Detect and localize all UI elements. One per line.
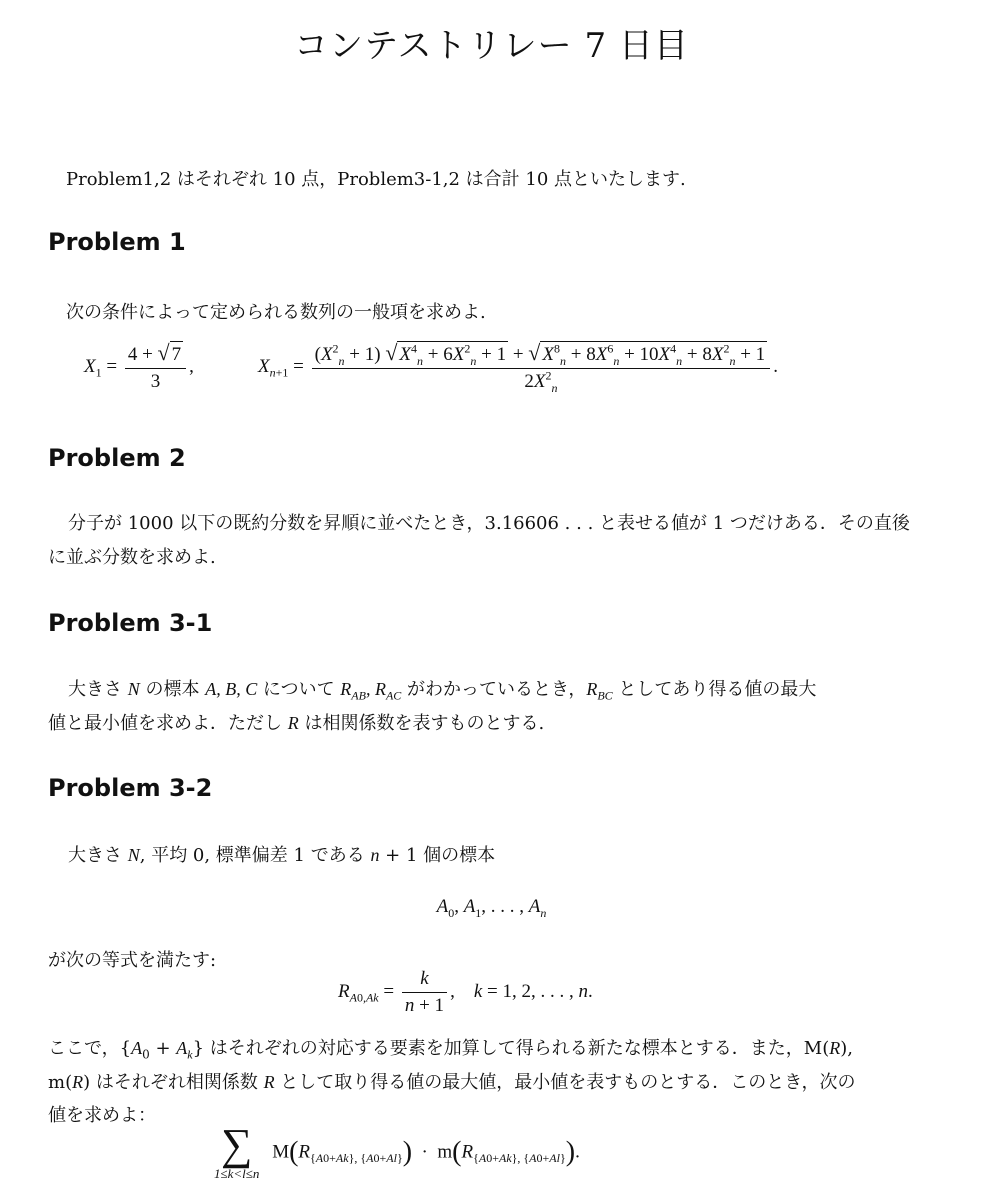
problem-1-recurrence: $X_{n+1}$ = $\frac{(X^2_n + 1) √ X^4_n + 6X^2_n + 1 + √ X^8_n + 8X^6_n + 10X^4_n + 8X^2_n + 1}{2X^2_n}$ . — [258, 340, 778, 395]
samples-equation: $A_0$, $A_1$, . . . , $A_n$ — [436, 896, 547, 920]
sum-expression: ∑ 1≤k<l≤n $M(R_{\{A0+Ak\}, \{A0+Al\}}) \cdot m(R_{\{A0+Ak\}, \{A0+Al\}})$. — [214, 1120, 580, 1181]
problem-1-heading: Problem 1 — [48, 228, 186, 256]
problem-3-2-para-line-1: ここで，$\{A_0 + A_k\}$ はそれぞれの対応する要素を加算して得られる新たな標本とする．また，M(R), — [48, 1038, 853, 1062]
problem-3-2-para-line-3: 値を求めよ： — [48, 1105, 156, 1126]
problem-3-1-heading: Problem 3-1 — [48, 609, 213, 637]
problem-3-2-line-1: 大きさ N, 平均 0, 標準偏差 1 である n + 1 個の標本 — [68, 845, 496, 866]
intro-text: Problem1,2 はそれぞれ 10 点，Problem3-1,2 は合計 10 点といたします. — [66, 169, 686, 190]
problem-1-statement: 次の条件によって定められる数列の一般項を求めよ. — [66, 302, 486, 323]
correlation-equation: $R_{A0,Ak}$ = $\frac{k}{n + 1}$ , k = 1, 2, . . . , n. — [338, 968, 593, 1016]
problem-3-1-line-1: 大きさ N の標本 A, B, C について $R_{AB}$, $R_{AC}$ がわかっているとき，$R_{BC}$ としてあり得る値の最大 — [68, 679, 817, 703]
problem-3-2-para-line-2: m(R) はそれぞれ相関係数 R として取り得る値の最大値，最小値を表すものとする．このとき，次の — [48, 1072, 856, 1093]
problem-2-line-1: 分子が 1000 以下の既約分数を昇順に並べたとき，3.16606 . . . と表せる値が 1 つだけある．その直後 — [68, 513, 910, 534]
problem-1-equation: $X_1$ = $\frac{4 + √ 7}{3}$ , — [84, 340, 194, 392]
problem-3-2-heading: Problem 3-2 — [48, 774, 213, 802]
problem-3-2-satisfies: が次の等式を満たす: — [48, 950, 217, 971]
problem-2-line-2: に並ぶ分数を求めよ. — [48, 547, 216, 568]
problem-2-heading: Problem 2 — [48, 444, 186, 472]
problem-3-1-line-2: 値と最小値を求めよ．ただし R は相関係数を表すものとする. — [48, 713, 545, 734]
page-title: コンテストリレー 7 日目 — [294, 26, 689, 66]
